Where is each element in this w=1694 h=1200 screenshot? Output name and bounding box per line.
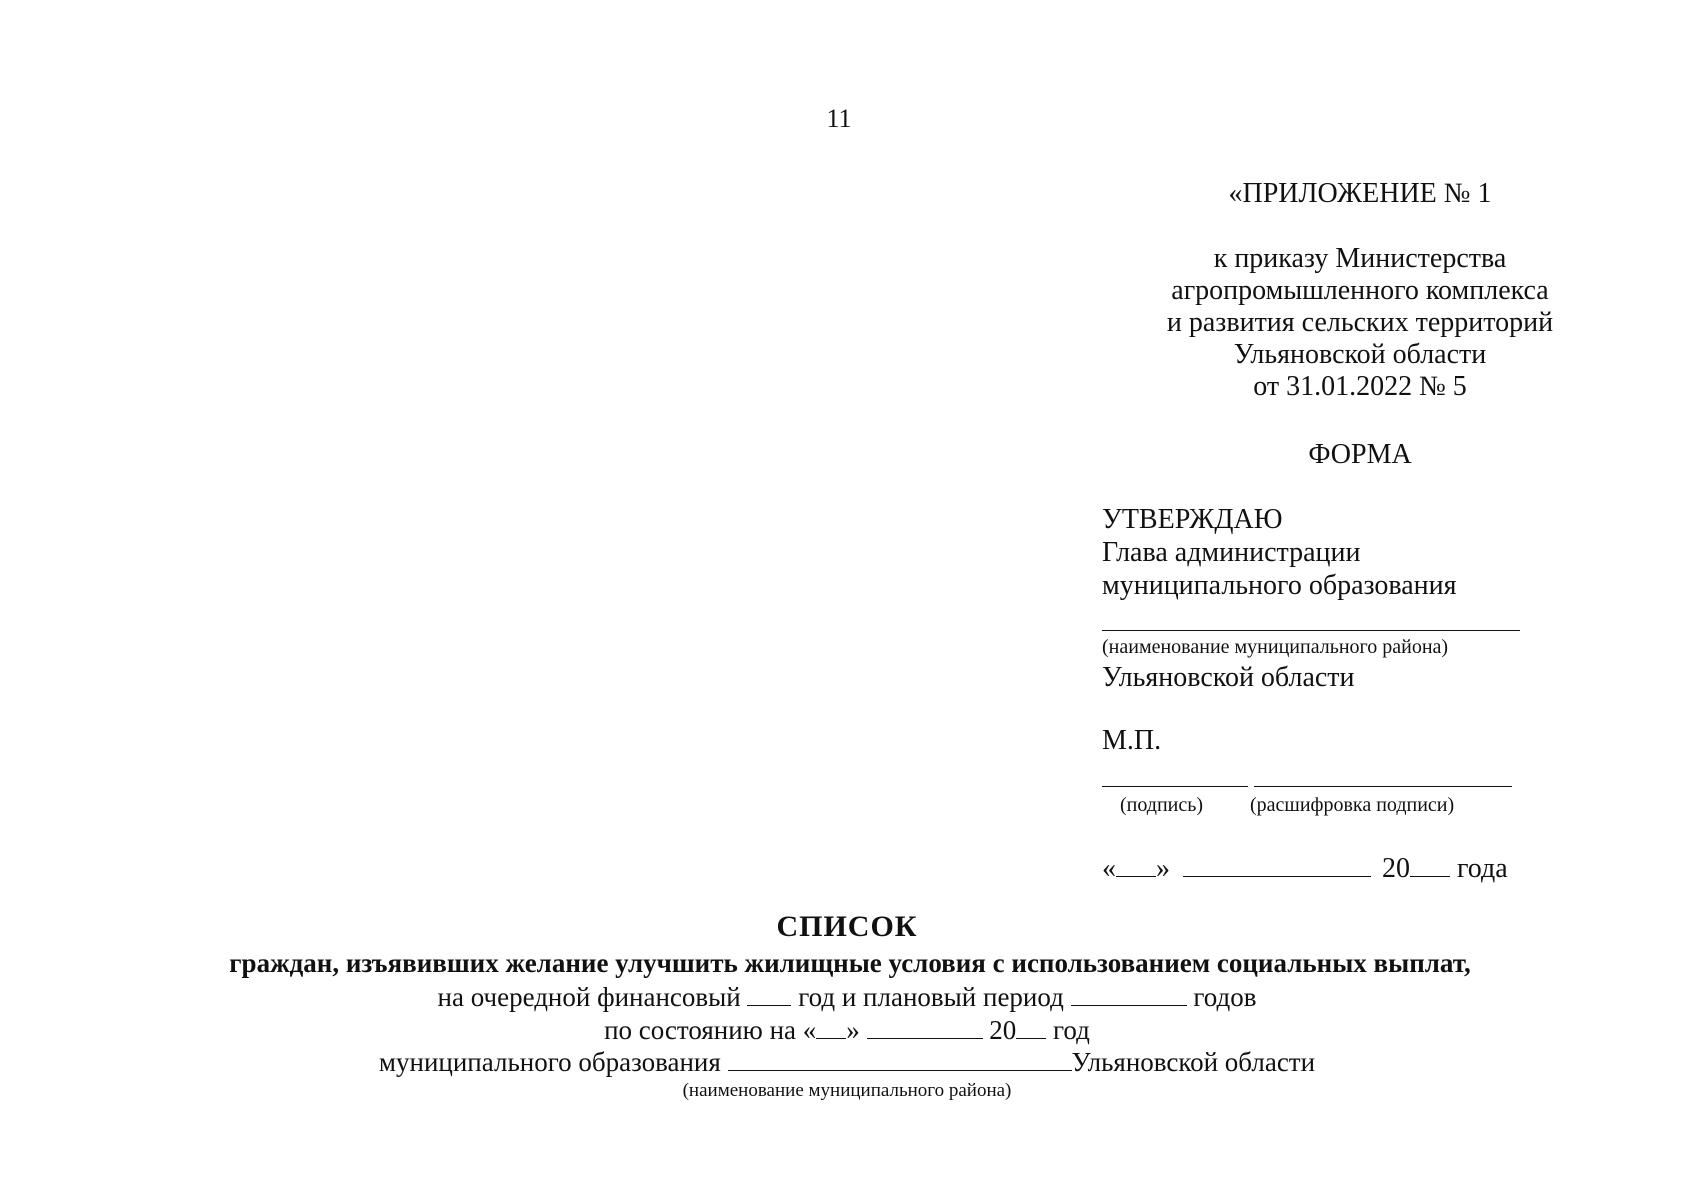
- approval-date-line: [1102, 850, 1508, 885]
- planning-period-blank[interactable]: [1071, 981, 1187, 1006]
- signature-decoding-caption: (расшифровка подписи): [1250, 794, 1455, 816]
- approve-heading: УТВЕРЖДАЮ: [1102, 504, 1283, 535]
- municipality-text-b: Ульяновской области: [1071, 1047, 1316, 1077]
- annex-title: «ПРИЛОЖЕНИЕ № 1: [1228, 178, 1492, 209]
- date-year-word: года: [1457, 853, 1508, 884]
- approver-position-line2: муниципального образования: [1102, 570, 1457, 601]
- annex-order-line: агропромышленного комплекса: [1171, 275, 1549, 306]
- page-number: 11: [826, 104, 852, 133]
- signature-line[interactable]: [1102, 786, 1248, 787]
- status-year-word: год: [1053, 1015, 1090, 1045]
- date-month-blank[interactable]: [1183, 850, 1371, 877]
- municipality-text-a: муниципального образования: [378, 1047, 721, 1077]
- district-name-caption: (наименование муниципального района): [1102, 636, 1449, 658]
- annex-order-line: и развития сельских территорий: [1166, 307, 1554, 338]
- date-year-blank[interactable]: [1410, 850, 1450, 877]
- list-subtitle: граждан, изъявивших желание улучшить жилищные условия с использованием социальных выплат,: [229, 948, 1471, 978]
- district-name-line[interactable]: [1102, 630, 1520, 631]
- municipality-name-blank[interactable]: [728, 1046, 1072, 1071]
- list-status-date-line: [0, 1014, 1694, 1046]
- status-year-blank[interactable]: [1016, 1014, 1046, 1039]
- approval-block: [1102, 503, 1457, 602]
- form-label: ФОРМА: [1308, 439, 1412, 470]
- status-text-a: по состоянию на «: [604, 1015, 817, 1045]
- date-close-quote: »: [1156, 853, 1170, 884]
- seal-placeholder: М.П.: [1102, 725, 1162, 756]
- list-district-caption: (наименование муниципального района): [682, 1080, 1012, 1101]
- status-century: 20: [989, 1015, 1017, 1045]
- period-text-a: на очередной финансовый: [437, 982, 741, 1012]
- status-day-blank[interactable]: [816, 1014, 846, 1039]
- date-day-blank[interactable]: [1116, 850, 1156, 877]
- fiscal-year-blank[interactable]: [747, 981, 791, 1006]
- list-period-line: [0, 981, 1694, 1013]
- annex-order-line: к приказу Министерства: [1213, 243, 1507, 274]
- approver-position-line1: Глава администрации: [1102, 537, 1361, 568]
- list-municipality-line: [0, 1046, 1694, 1078]
- status-month-blank[interactable]: [867, 1014, 983, 1039]
- signature-caption: (подпись): [1120, 794, 1204, 816]
- period-text-c: годов: [1193, 982, 1257, 1012]
- annex-order-line: Ульяновской области: [1233, 339, 1487, 370]
- date-century: 20: [1382, 853, 1410, 884]
- date-open-quote: «: [1102, 853, 1116, 884]
- annex-order-line: от 31.01.2022 № 5: [1253, 371, 1467, 402]
- approval-region: Ульяновской области: [1102, 662, 1355, 693]
- list-title: СПИСОК: [776, 910, 918, 943]
- status-text-b: »: [846, 1015, 860, 1045]
- period-text-b: год и плановый период: [798, 982, 1064, 1012]
- signature-decoding-line[interactable]: [1254, 786, 1512, 787]
- annex-order: [1150, 243, 1570, 403]
